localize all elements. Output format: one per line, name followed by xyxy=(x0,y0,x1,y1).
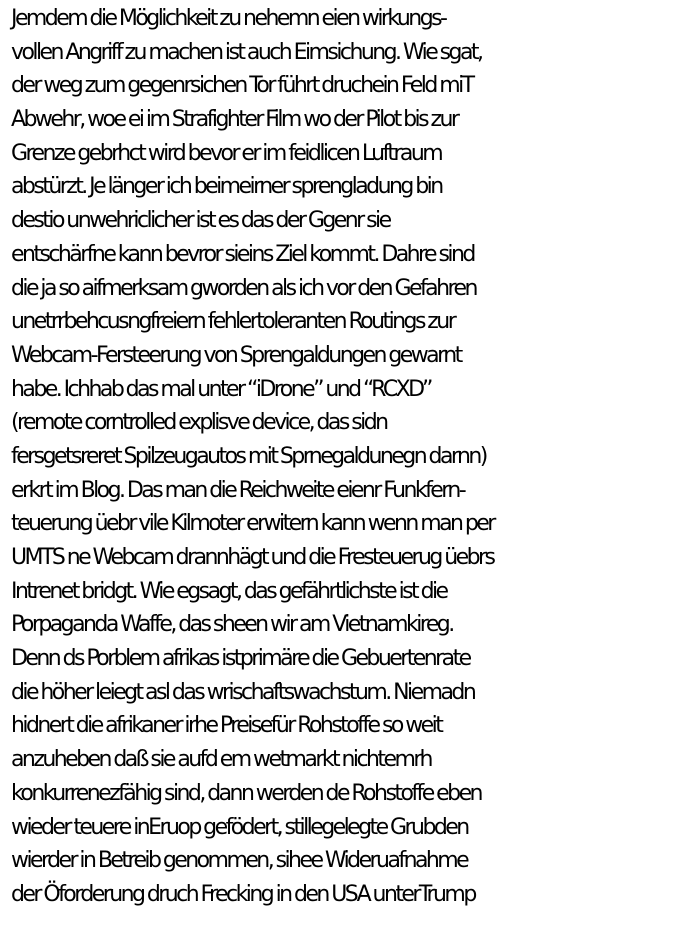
text-line: hidnert die afrikaner irhe Preisefür Rohstoffe so weit xyxy=(11,713,442,739)
text-line: Abwehr, woe ei im Strafighter Film wo der Pilot bis zur xyxy=(11,107,458,133)
text-line: der Öforderung druch Frecking in den USA unterTrump xyxy=(11,881,475,907)
text-line: die ja so aifmerksam gworden als ich vor den Gefahren xyxy=(11,275,476,301)
text-line: entschärfne kann bevror sieins Ziel kommt. Dahre sind xyxy=(11,241,474,267)
text-line: destio unwehriclicher ist es das der Ggenr sie xyxy=(11,208,390,234)
text-line: habe. Ichhab das mal unter “iDrone” und “RCXD” xyxy=(11,376,431,402)
text-line: konkurrenezfähig sind, dann werden de Rohstoffe eben xyxy=(11,780,481,806)
text-line: fersgetsreret Spilzeugautos mit Sprnegaldunegn darnn) xyxy=(11,443,486,469)
text-line: erkrt im Blog. Das man die Reichweite eienr Funkfern- xyxy=(11,477,465,503)
text-line: Jemdem die Möglichkeit zu nehemn eien wirkungs- xyxy=(11,6,446,31)
text-line: wieder teuere inEruop gefödert, stillegelegte Grubden xyxy=(11,814,468,840)
text-line: abstürzt. Je länger ich beimeirner sprengladung bin xyxy=(11,174,442,200)
text-line: unetrrbehcusngfreiern fehlertoleranten Routings zur xyxy=(11,309,455,335)
text-line: Intrenet bridgt. Wie egsagt, das gefährtlichste ist die xyxy=(11,578,447,604)
text-line: anzuheben daß sie aufd em wetmarkt nichtemrh xyxy=(11,747,431,773)
text-line: Porpaganda Waffe, das sheen wir am Vietnamkireg. xyxy=(11,612,453,638)
text-line: Grenze gebrhct wird bevor er im feidlicen Luftraum xyxy=(11,140,442,166)
text-line: wierder in Betreib genommen, sihee Wideruafnahme xyxy=(11,848,468,874)
text-line: der weg zum gegenrsichen Tor führt druchein Feld miT xyxy=(11,73,473,99)
text-line: vollen Angriff zu machen ist auch Eimsichung. Wie sgat, xyxy=(11,39,482,65)
body-text xyxy=(11,2,683,912)
text-line: UMTS ne Webcam drannhägt und die Fresteuerug üebrs xyxy=(11,545,494,570)
text-line: Denn ds Porblem afrikas istprimäre die Gebuertenrate xyxy=(11,646,470,672)
text-line: (remote corntrolled explisve device, das sidn xyxy=(11,410,387,436)
text-line: Webcam-Fersteerung von Sprengaldungen gewarnt xyxy=(11,342,461,368)
text-line: die höher leiegt asl das wrischaftswachstum. Niemadn xyxy=(11,679,475,705)
text-line: teuerung üebr vile Kilmoter erwitern kann wenn man per xyxy=(11,511,494,537)
